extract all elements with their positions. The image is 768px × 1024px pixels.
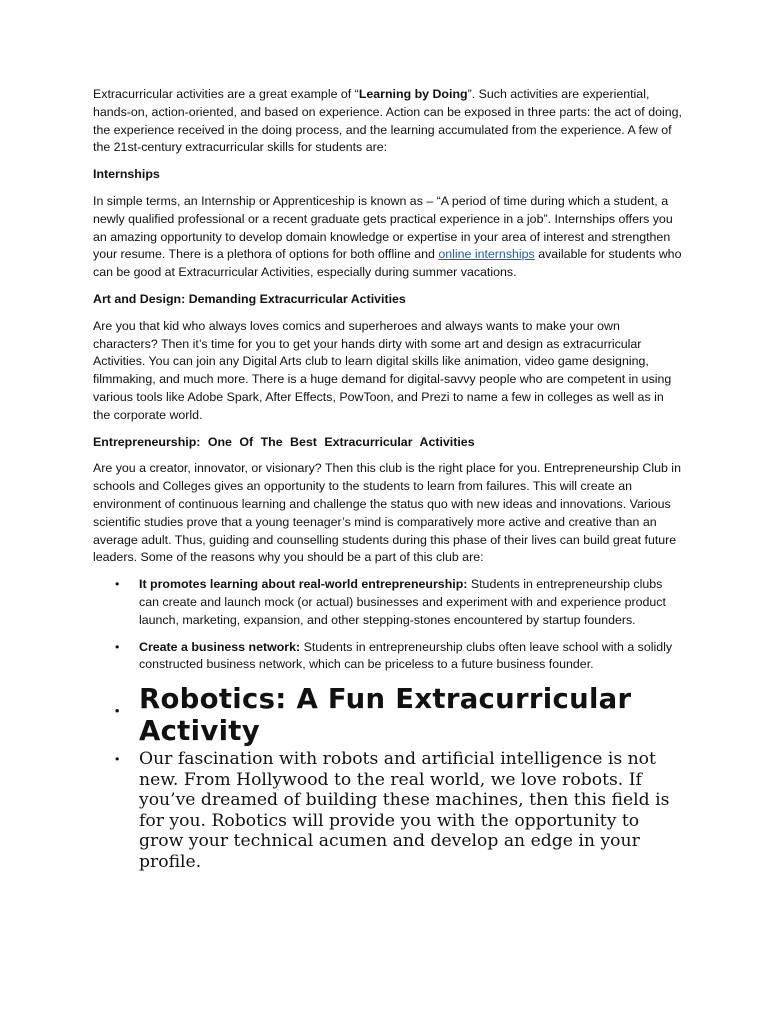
internships-heading: Internships	[93, 167, 160, 182]
intro-bold-phrase: Learning by Doing	[358, 87, 468, 101]
list-item-text: Students in entrepreneurship clubs often leave school with a solidly constructed business network, which can be priceless to a future business founder.	[139, 639, 673, 672]
intro-text-before: Extracurricular activities are a great example of “	[93, 87, 359, 101]
internships-text-after: available for students who can be good at Extracurricular Activities, especially during summer vacations.	[93, 247, 682, 280]
list-item-bold: It promotes learning about real-world entrepreneurship:	[139, 577, 468, 592]
list-item-text: Students in entrepreneurship clubs can create and launch mock (or actual) businesses and experiment with and experience product launch, marketing, expansion, and other stepping-stones encountered by startup founders.	[139, 577, 666, 627]
entrepreneurship-paragraph: Are you a creator, innovator, or visionary? Then this club is the right place for you. Entrepreneurship Club in schools and Colleges gives an opportunity to the students to learn from failures. This will create an environment of continuous learning and challenge the status quo with new ideas and innovations. Various scientific studies prove that a young teenager’s mind is comparatively more active and creative than an average adult. Thus, guiding and counselling students during this phase of their lives can build great future leaders. Some of the reasons why you should be a part of this club are:	[93, 461, 681, 565]
internships-paragraph	[93, 193, 683, 282]
document-page	[93, 86, 683, 873]
intro-paragraph	[93, 86, 683, 157]
intro-text-after: ”. Such activities are experiential, hands-on, action-oriented, and based on experience. Action can be exposed in three parts: the act of doing, the experience received in the doing process, and the learning accumulated from the experience. A few of the 21st-century extracurricular skills for students are:	[93, 87, 682, 155]
robotics-heading	[93, 683, 683, 747]
robotics-list	[93, 683, 683, 873]
art-design-paragraph: Are you that kid who always loves comics and superheroes and always wants to make your own characters? Then it’s time for you to get your hands dirty with some art and design as extracurricular Activities. You can join any Digital Arts club to learn digital skills like animation, video game designing, filmmaking, and much more. There is a huge demand for digital-savvy people who are competent in using various tools like Adobe Spark, After Effects, PowToon, and Prezi to name a few in colleges as well as in the corporate world.	[93, 318, 672, 422]
bullet-icon: •	[115, 577, 120, 592]
robotics-paragraph	[93, 749, 684, 873]
bullet-icon: •	[115, 752, 120, 767]
list-item	[93, 576, 683, 629]
internships-text-before: In simple terms, an Internship or Apprenticeship is known as – “A period of time during which a student, a newly qualified professional or a recent graduate gets practical experience in a job”. Internships offers you an amazing opportunity to develop domain knowledge or expertise in your area of interest and strengthen your resume. There is a plethora of options for both offline and	[93, 193, 673, 262]
list-item-bold: Create a business network:	[139, 639, 301, 654]
list-item	[93, 639, 683, 675]
entrepreneurship-reasons-list	[93, 576, 683, 674]
art-design-heading: Art and Design: Demanding Extracurricular Activities	[93, 291, 406, 306]
robotics-heading-text: Robotics: A Fun Extracurricular Activity	[139, 683, 632, 748]
robotics-body-text: Our fascination with robots and artificial intelligence is not new. From Hollywood to the real world, we love robots. If you’ve dreamed of building these machines, then this field is for you. Robotics will provide you with the opportunity to grow your technical acumen and develop an edge in your profile.	[139, 749, 670, 873]
entrepreneurship-heading: Entrepreneurship: One Of The Best Extracurricular Activities	[93, 434, 475, 449]
online-internships-link[interactable]: online internships	[438, 247, 535, 262]
bullet-icon: •	[115, 704, 120, 719]
bullet-icon: •	[115, 639, 120, 654]
